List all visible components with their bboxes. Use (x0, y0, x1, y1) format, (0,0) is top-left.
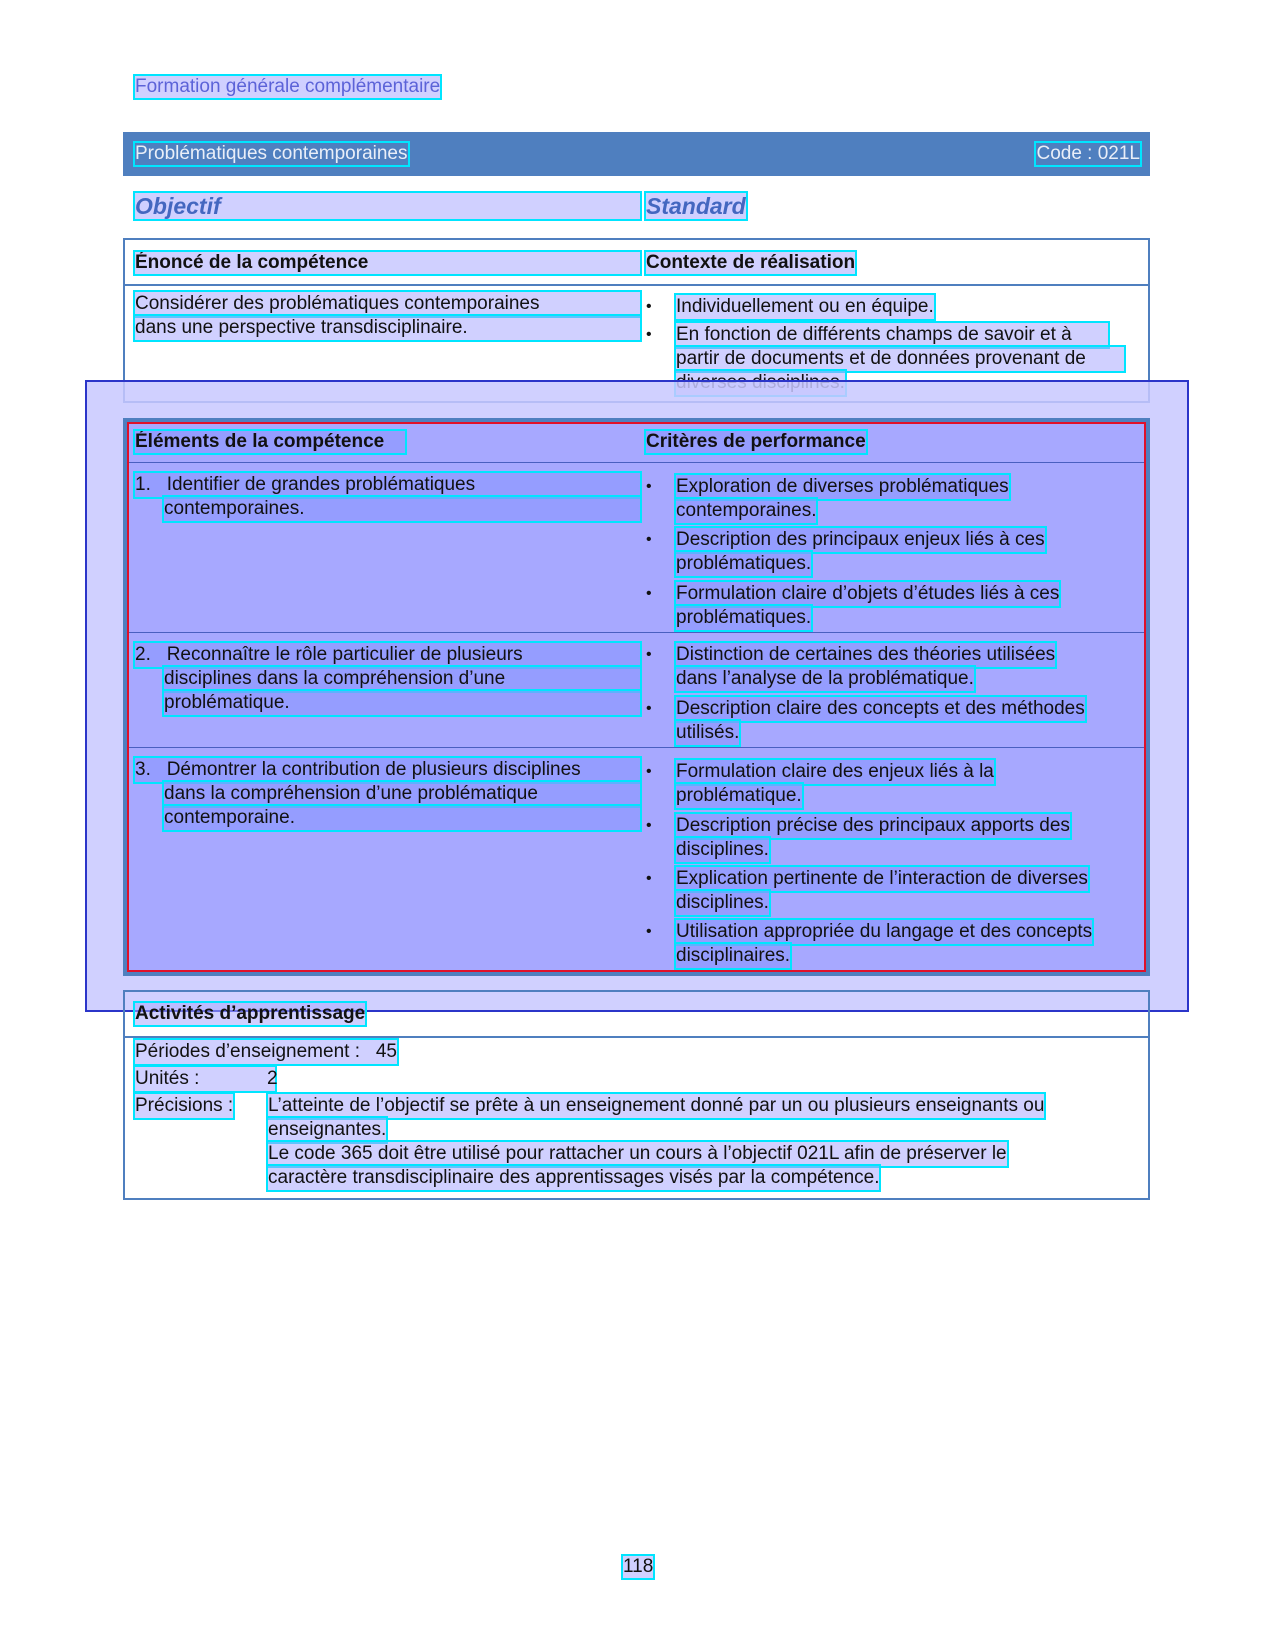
contexte-item: En fonction de différents champs de savoir et à (676, 323, 1108, 347)
precisions-line: enseignantes. (268, 1119, 387, 1140)
precisions-line: L’atteinte de l’objectif se prête à un enseignement donné par un ou plusieurs enseignants ou (268, 1095, 1045, 1116)
element-line (135, 758, 640, 782)
course-title: Problématiques contemporaines (135, 143, 408, 164)
bullet-icon: • (646, 870, 652, 887)
critere-line: Distinction de certaines des théories utilisées (676, 644, 1056, 665)
activites-header: Activités d’apprentissage (135, 1003, 366, 1024)
contexte-header: Contexte de réalisation (646, 252, 856, 273)
element-number: 3. (135, 759, 151, 780)
precisions-line: caractère transdisciplinaire des apprentissages visés par la compétence. (268, 1167, 880, 1188)
element-line: problématique. (164, 691, 640, 715)
bullet-icon: • (646, 531, 652, 548)
element-line: contemporaines. (164, 497, 640, 521)
unites-row (135, 1067, 278, 1091)
enonce-line: dans une perspective transdisciplinaire. (135, 316, 640, 340)
bullet-icon: • (646, 817, 652, 834)
critere-line: disciplines. (676, 892, 769, 913)
document-title: Formation générale complémentaire (135, 76, 441, 97)
bullet-icon: • (646, 923, 652, 940)
row-divider (129, 462, 1144, 463)
element-number: 2. (135, 644, 151, 665)
critere-line: Explication pertinente de l’interaction de diverses (676, 868, 1088, 889)
element-text: Identifier de grandes problématiques (166, 474, 476, 495)
critere-line: Formulation claire des enjeux liés à la (676, 761, 994, 782)
critere-line: Description des principaux enjeux liés à ces (676, 529, 1045, 550)
enonce-header: Énoncé de la compétence (135, 252, 640, 274)
bullet-icon: • (646, 700, 652, 717)
course-code: Code : 021L (1036, 143, 1140, 164)
critere-line: disciplines. (676, 839, 769, 860)
critere-line: problématique. (676, 785, 802, 806)
unites-label: Unités : (135, 1068, 200, 1089)
critere-line: contemporaines. (676, 500, 817, 521)
enonce-line: Considérer des problématiques contemporaines (135, 292, 640, 316)
critere-line: utilisés. (676, 722, 740, 743)
bullet-icon: • (646, 326, 652, 343)
critere-line: Description claire des concepts et des méthodes (676, 698, 1085, 719)
periodes-label: Périodes d’enseignement : (135, 1041, 360, 1062)
bullet-icon: • (646, 478, 652, 495)
course-title-bar (123, 132, 1150, 176)
element-line (135, 643, 640, 667)
bullet-icon: • (646, 646, 652, 663)
critere-line: Exploration de diverses problématiques (676, 476, 1009, 497)
periodes-value: 45 (375, 1041, 397, 1062)
unites-value: 2 (267, 1068, 278, 1089)
element-line: dans la compréhension d’une problématique (164, 782, 640, 806)
page-number: 118 (623, 1556, 654, 1577)
contexte-item: Individuellement ou en équipe. (676, 296, 934, 317)
criteres-header: Critères de performance (646, 431, 866, 452)
bullet-icon: • (646, 298, 652, 315)
element-line (135, 473, 640, 497)
element-text: Démontrer la contribution de plusieurs disciplines (166, 759, 581, 780)
critere-line: problématiques. (676, 607, 812, 628)
elements-header: Éléments de la compétence (135, 431, 405, 453)
element-line: contemporaine. (164, 806, 640, 830)
critere-line: Formulation claire d’objets d’études liés à ces (676, 583, 1060, 604)
critere-line: dans l’analyse de la problématique. (676, 668, 974, 689)
precisions-label: Précisions : (135, 1095, 234, 1116)
critere-line: Description précise des principaux apports des (676, 815, 1070, 836)
bullet-icon: • (646, 585, 652, 602)
objectif-heading: Objectif (135, 193, 640, 219)
standard-heading: Standard (646, 193, 746, 219)
precisions-line: Le code 365 doit être utilisé pour rattacher un cours à l’objectif 021L afin de préserver le (268, 1143, 1007, 1164)
element-number: 1. (135, 474, 151, 495)
row-divider (129, 632, 1144, 633)
periodes-row (135, 1040, 397, 1064)
critere-line: Utilisation appropriée du langage et des concepts (676, 921, 1093, 942)
element-line: disciplines dans la compréhension d’une (164, 667, 640, 691)
contexte-item: partir de documents et de données provenant de (676, 347, 1124, 371)
bullet-icon: • (646, 763, 652, 780)
element-text: Reconnaître le rôle particulier de plusieurs (166, 644, 523, 665)
row-divider (129, 747, 1144, 748)
critere-line: disciplinaires. (676, 945, 791, 966)
critere-line: problématiques. (676, 553, 812, 574)
